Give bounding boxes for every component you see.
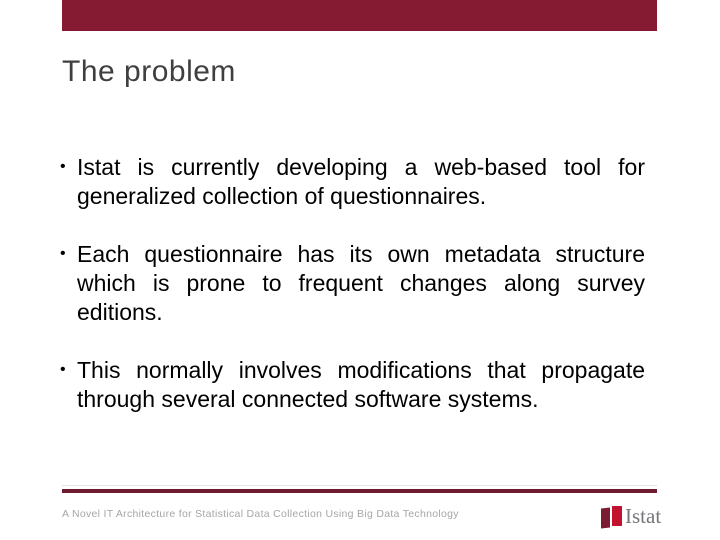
footer-divider xyxy=(62,489,657,493)
top-accent-bar xyxy=(62,0,657,31)
istat-logo xyxy=(600,503,660,531)
bullet-item xyxy=(60,356,645,414)
bullet-text: Istat is currently developing a web-based tool for generalized collection of questionnaires. xyxy=(77,154,645,209)
footer-title: A Novel IT Architecture for Statistical Data Collection Using Big Data Technology xyxy=(62,508,459,520)
bullet-item xyxy=(60,153,645,211)
bullet-marker-icon: • xyxy=(60,245,66,262)
bullet-item xyxy=(60,240,645,327)
footer-thin-divider xyxy=(62,485,657,486)
bullet-list xyxy=(60,153,645,443)
istat-logo-red-book-icon xyxy=(612,506,622,526)
istat-logo-dark-book-icon xyxy=(601,508,610,529)
bullet-text: Each questionnaire has its own metadata structure which is prone to frequent changes along survey editions. xyxy=(77,241,645,325)
slide-title: The problem xyxy=(62,55,236,88)
bullet-marker-icon: • xyxy=(60,158,66,175)
bullet-marker-icon: • xyxy=(60,361,66,378)
bullet-text: This normally involves modifications that propagate through several connected software systems. xyxy=(77,357,645,412)
istat-logo-text: Istat xyxy=(625,504,662,528)
